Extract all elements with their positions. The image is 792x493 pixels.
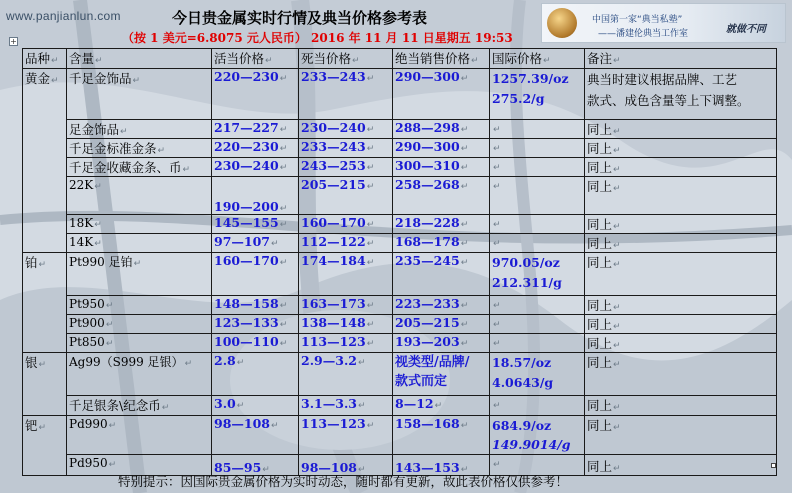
content-cell: 18K: [69, 216, 94, 230]
category-platinum: 铂 ↵: [23, 253, 67, 353]
live-price-cell: 98—108: [214, 416, 270, 431]
table-row: [23, 396, 777, 416]
sale-price-cell: 168—178: [395, 234, 460, 249]
intl-price-empty: [490, 334, 585, 353]
live-price-cell: 220—230: [214, 139, 279, 154]
intl-price-empty: [490, 120, 585, 139]
table-row: [23, 334, 777, 353]
table-row: [23, 353, 777, 396]
logo-badge-icon: [547, 8, 577, 38]
intl-price-empty: [490, 396, 585, 416]
intl-price-empty: [490, 215, 585, 234]
content-cell: Pt990 足铂: [69, 255, 133, 269]
content-cell: Pd990: [69, 417, 108, 431]
content-cell: 千足银条\纪念币 ↵: [67, 396, 212, 416]
dead-price-cell: 2.9—3.2: [301, 353, 357, 368]
dead-price-cell: 205—215: [301, 177, 366, 192]
table-resize-handle[interactable]: [771, 463, 776, 468]
logo-line-1: 中国第一家“典当私塾”: [592, 15, 683, 25]
intl-price-g: 212.311/g: [492, 275, 562, 290]
dead-price-cell: 112—122: [301, 234, 366, 249]
intl-price-empty: [490, 139, 585, 158]
sale-price-cell: 218—228: [395, 215, 460, 230]
table-row: [23, 234, 777, 253]
intl-price-oz: 1257.39/oz: [492, 71, 569, 86]
logo-slogan: 就做不同: [726, 24, 766, 35]
live-price-cell: 97—107: [214, 234, 270, 249]
table-move-handle-icon[interactable]: +: [10, 37, 17, 46]
live-price-cell: 148—158: [214, 296, 279, 311]
header-dead-price: 死当价格 ↵: [299, 49, 393, 69]
remark-cell: 同上 ↵: [585, 253, 777, 296]
dead-price-cell: 174—184: [301, 253, 366, 268]
remark-cell: 同上 ↵: [585, 158, 777, 177]
page-title: 今日贵金属实时行情及典当价格参考表: [172, 9, 428, 27]
remark-cell: 同上 ↵: [585, 234, 777, 253]
remark-line-1: 典当时建议根据品牌、工艺: [587, 72, 738, 87]
content-cell: Pt950: [69, 297, 105, 311]
sale-price-cell: 290—300: [395, 139, 460, 154]
price-table: [22, 48, 777, 476]
remark-cell: 同上 ↵: [585, 296, 777, 315]
content-cell: Pd950: [69, 456, 108, 470]
remark-line-2: 款式、成色含量等上下调整。: [587, 93, 750, 108]
content-cell: Ag99（S999 足银）: [69, 355, 184, 369]
live-price-cell: 85—95: [214, 460, 262, 475]
table-row: [23, 416, 777, 455]
table-row: [23, 139, 777, 158]
header-live-price: 活当价格 ↵: [212, 49, 299, 69]
content-cell: 千足金标准金条 ↵: [67, 139, 212, 158]
studio-logo: [541, 3, 786, 43]
table-row: [23, 158, 777, 177]
live-price-cell: 145—155: [214, 215, 279, 230]
intl-price-g: 4.0643/g: [492, 375, 554, 390]
table-row: [23, 315, 777, 334]
live-price-cell: 123—133: [214, 315, 279, 330]
remark-cell: 同上 ↵: [585, 396, 777, 416]
live-price-cell: 160—170: [214, 253, 279, 268]
sale-price-cell: 288—298: [395, 120, 460, 135]
sale-price-cell: 193—203: [395, 334, 460, 349]
dead-price-cell: 233—243: [301, 139, 366, 154]
live-price-cell: 217—227: [214, 120, 279, 135]
header-content: 含量 ↵: [67, 49, 212, 69]
table-row: [23, 215, 777, 234]
content-cell: Pt850: [69, 335, 105, 349]
site-watermark: www.panjianlun.com: [6, 9, 121, 23]
remark-cell: 同上 ↵: [585, 455, 777, 476]
footer-note: 特别提示：因国际贵金属价格为实时动态，随时都有更新，故此表价格仅供参考！: [118, 474, 569, 489]
intl-price-oz: 18.57/oz: [492, 355, 552, 370]
dead-price-cell: 243—253: [301, 158, 366, 173]
live-price-cell: 2.8: [214, 353, 236, 368]
header-intl-price: 国际价格 ↵: [490, 49, 585, 69]
intl-price-empty: [490, 315, 585, 334]
intl-price-g: 275.2/g: [492, 91, 545, 106]
intl-price-g: 149.9014/g: [492, 437, 571, 452]
intl-price-empty: [490, 177, 585, 215]
header-category: 品种 ↵: [23, 49, 67, 69]
header-remark: 备注 ↵: [585, 49, 777, 69]
dead-price-cell: 98—108: [301, 460, 357, 475]
sale-price-line-2: 款式而定: [395, 374, 448, 389]
dead-price-cell: 163—173: [301, 296, 366, 311]
dead-price-cell: 230—240: [301, 120, 366, 135]
live-price-cell: 230—240: [214, 158, 279, 173]
remark-cell: 同上 ↵: [585, 416, 777, 455]
category-palladium: 钯 ↵: [23, 416, 67, 476]
remark-cell: 同上 ↵: [585, 139, 777, 158]
intl-price-empty: [490, 296, 585, 315]
dead-price-cell: 138—148: [301, 315, 366, 330]
category-silver: 银 ↵: [23, 353, 67, 416]
content-cell: 千足金饰品 ↵: [67, 69, 212, 120]
sale-price-cell: 143—153: [395, 460, 460, 475]
live-price-cell: 100—110: [214, 334, 279, 349]
sale-price-cell: 235—245: [395, 253, 460, 268]
table-row: [23, 69, 777, 120]
sale-price-line-1: 视类型/品牌/: [395, 355, 470, 370]
content-cell: Pt900: [69, 316, 105, 330]
dead-price-cell: 233—243: [301, 69, 366, 84]
dead-price-cell: 3.1—3.3: [301, 396, 357, 411]
logo-line-2: ——潘建伦典当工作室: [598, 29, 689, 39]
table-row: [23, 177, 777, 215]
dead-price-cell: 160—170: [301, 215, 366, 230]
remark-cell: 同上 ↵: [585, 177, 777, 215]
table-row: [23, 253, 777, 296]
dead-price-cell: 113—123: [301, 416, 366, 431]
sale-price-cell: 290—300: [395, 69, 460, 84]
exchange-rate-subtitle: （按 1 美元=6.8075 元人民币） 2016 年 11 月 11 日星期五 19:53: [122, 31, 513, 45]
sale-price-cell: 205—215: [395, 315, 460, 330]
sale-price-cell: 158—168: [395, 416, 460, 431]
sale-price-cell: 258—268: [395, 177, 460, 192]
intl-price-oz: 684.9/oz: [492, 418, 552, 433]
remark-cell: 同上 ↵: [585, 353, 777, 396]
intl-price-oz: 970.05/oz: [492, 255, 560, 270]
content-cell: 22K: [69, 178, 94, 192]
content-cell: 14K: [69, 235, 94, 249]
sale-price-cell: 223—233: [395, 296, 460, 311]
remark-cell: 同上 ↵: [585, 215, 777, 234]
content-cell: 足金饰品 ↵: [67, 120, 212, 139]
table-row: [23, 120, 777, 139]
intl-price-empty: [490, 234, 585, 253]
table-header-row: [23, 49, 777, 69]
live-price-cell: 220—230: [214, 69, 279, 84]
remark-cell: 同上 ↵: [585, 315, 777, 334]
content-cell: 千足金收藏金条、币 ↵: [67, 158, 212, 177]
live-price-cell: 190—200: [214, 199, 279, 214]
intl-price-empty: [490, 158, 585, 177]
category-gold: 黄金 ↵: [23, 69, 67, 253]
sale-price-cell: 8—12: [395, 396, 434, 411]
remark-cell: 同上 ↵: [585, 120, 777, 139]
table-row: [23, 296, 777, 315]
header-sale-price: 绝当销售价格 ↵: [393, 49, 490, 69]
sale-price-cell: 300—310: [395, 158, 460, 173]
dead-price-cell: 113—123: [301, 334, 366, 349]
live-price-cell: 3.0: [214, 396, 236, 411]
remark-cell: 同上 ↵: [585, 334, 777, 353]
